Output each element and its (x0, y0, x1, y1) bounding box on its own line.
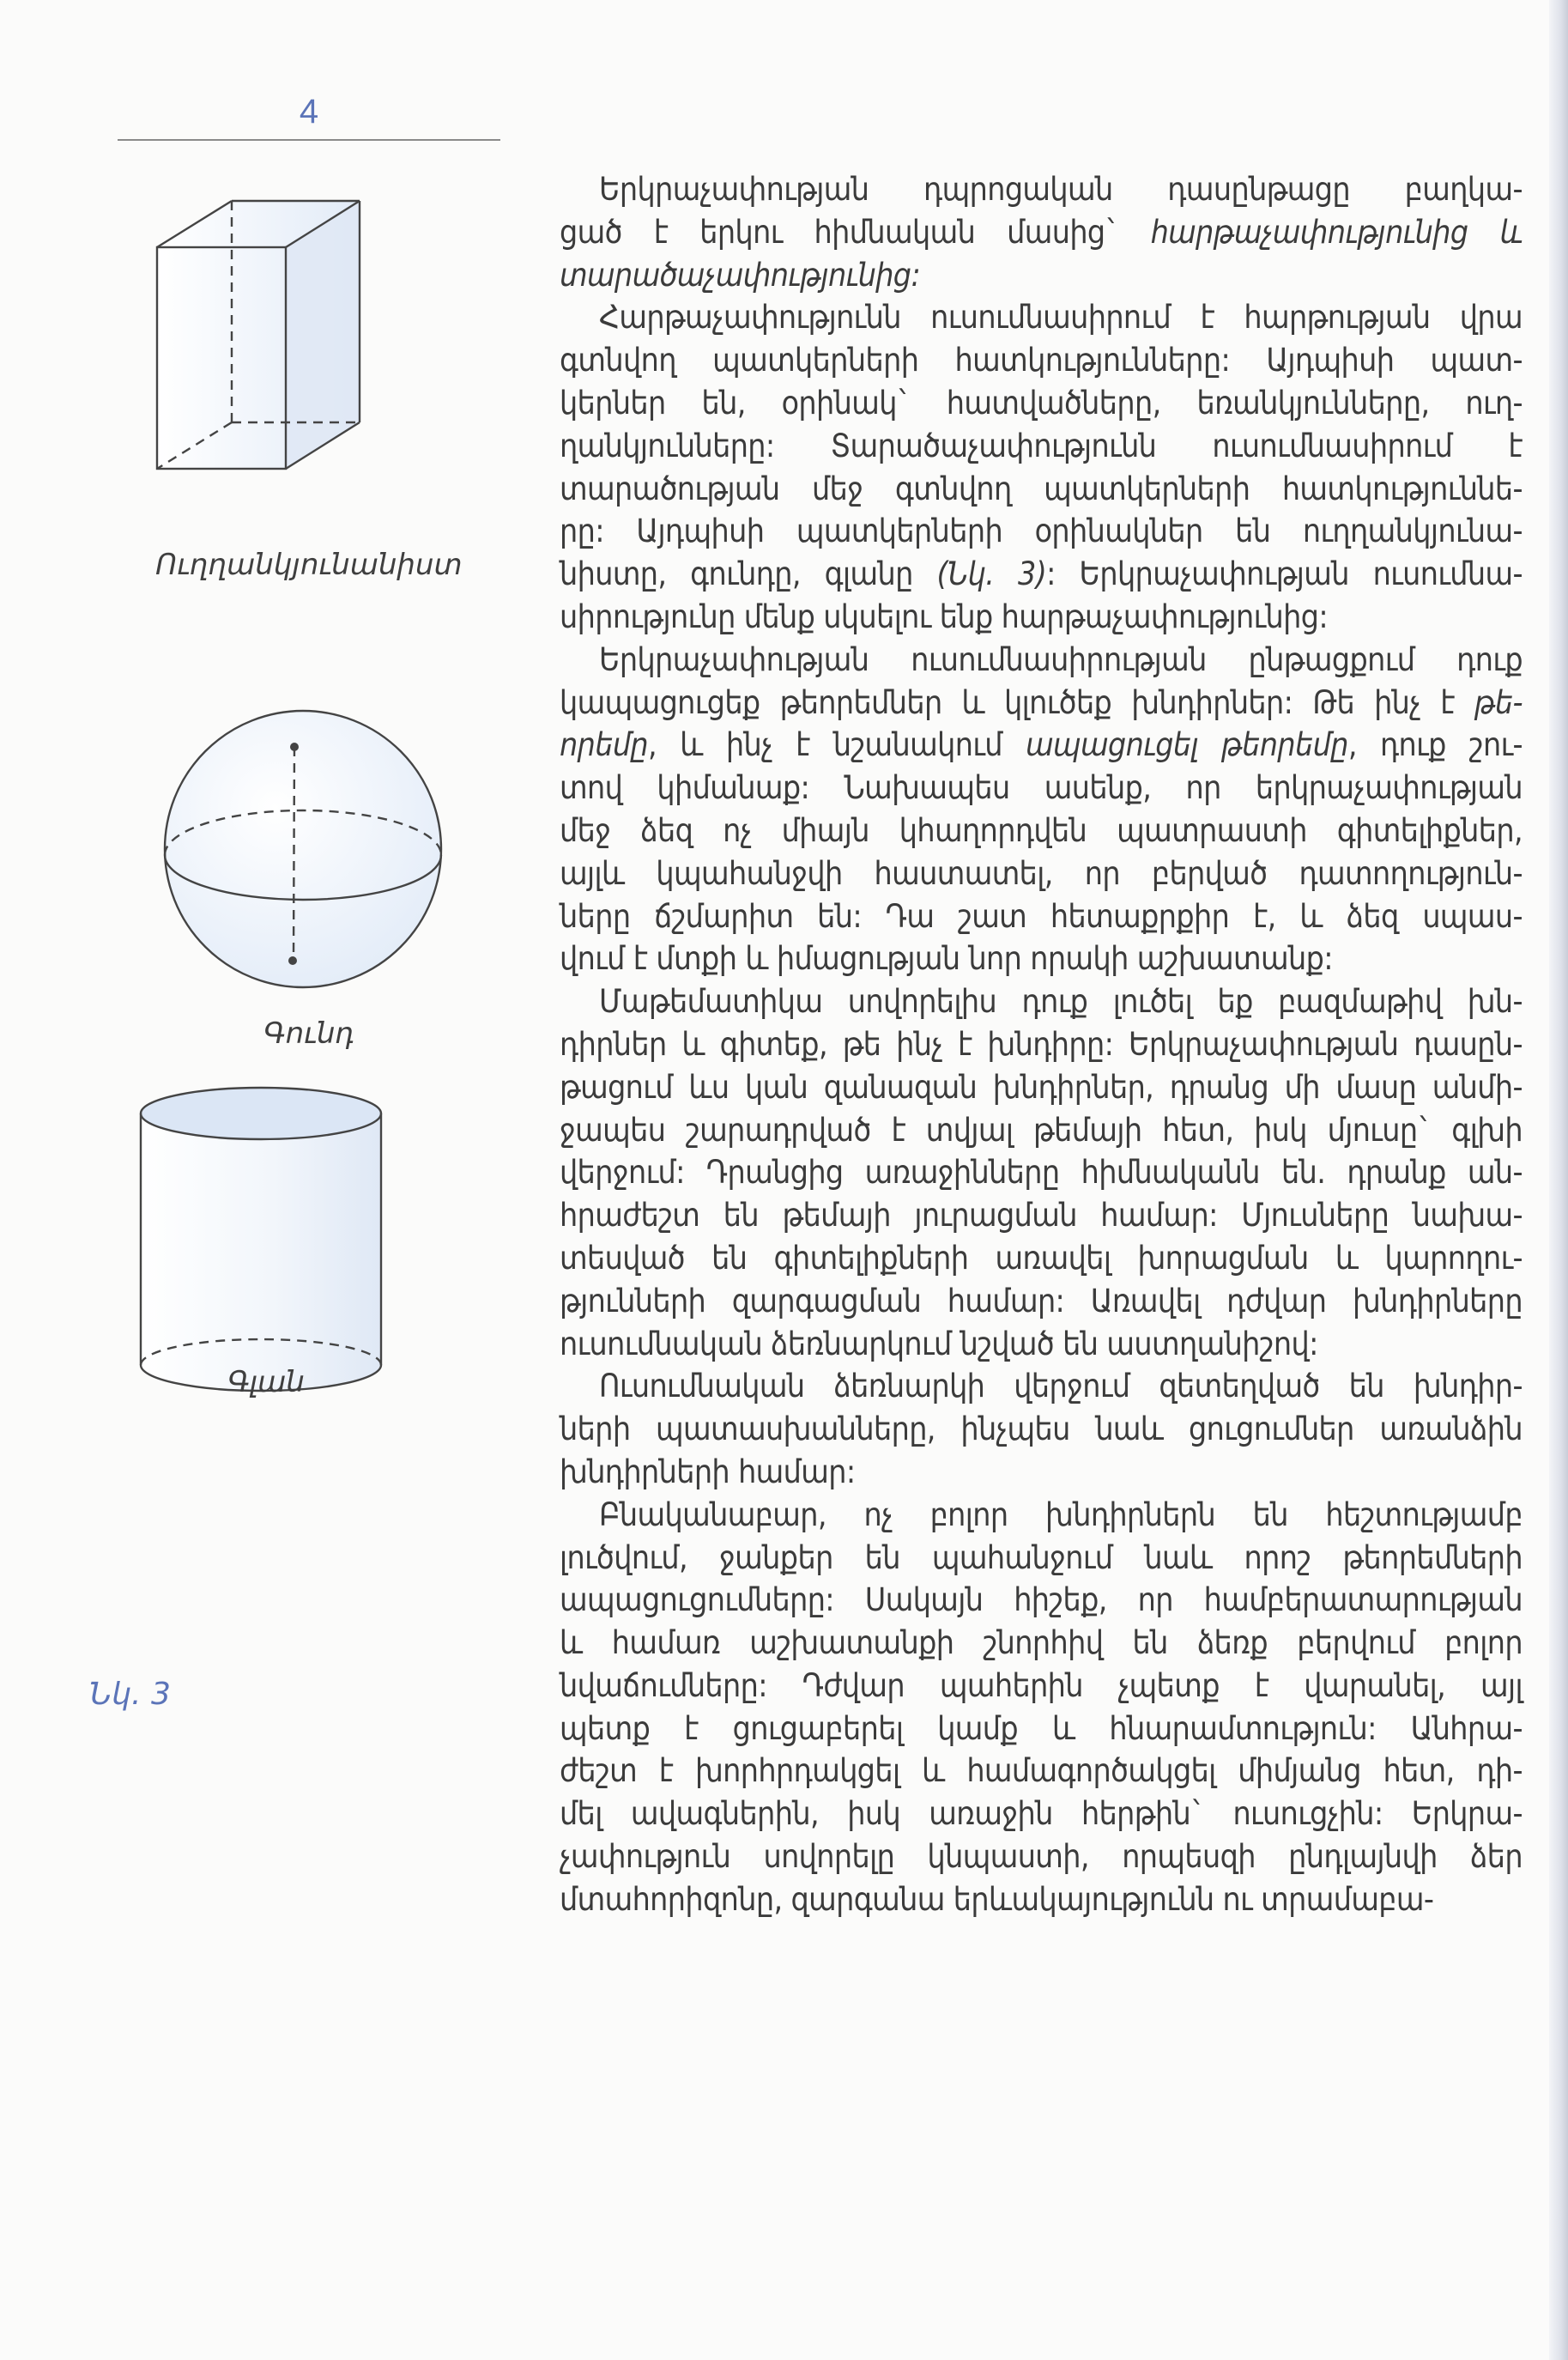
sphere-outline (165, 711, 441, 987)
text-line (560, 596, 1523, 639)
text-segment: ապացուցումները: Սակայն հիշեք, որ համբերատարության (560, 1580, 1523, 1619)
text-segment: վում է մտքի և իմացության նոր որակի աշխատանք: (560, 939, 1333, 978)
figure-label: Նկ. 3 (89, 1677, 171, 1712)
emphasized-text: որեմը (560, 725, 649, 764)
text-line (560, 425, 1523, 468)
text-segment: ցած է երկու հիմնական մասից` (560, 212, 1151, 251)
text-segment: Հարթաչափությունն ուսումնասիրում է հարթության վրա (599, 298, 1523, 337)
figure-sphere (163, 709, 455, 1001)
text-segment: լուծվում, ջանքեր են պահանջում նաև որոշ թեորեմների (560, 1538, 1523, 1576)
text-line (560, 510, 1523, 553)
body-text (560, 168, 1523, 1921)
text-segment: և համառ աշխատանքի շնորհիվ են ձեռք բերվում բոլոր (560, 1623, 1523, 1662)
text-segment: թյունների զարգացման համար: Առավել դժվար խնդիրները (560, 1281, 1523, 1320)
text-line (560, 1665, 1523, 1708)
text-segment: , դուք շու- (1347, 725, 1523, 764)
emphasized-text: (Նկ. 3) (936, 555, 1047, 593)
text-line (560, 211, 1523, 254)
text-segment: գտնվող պատկերների հատկությունները: Այդպիսի պատ- (560, 341, 1523, 379)
figure-caption-cuboid: Ուղղանկյունանիստ (155, 548, 463, 582)
text-line (560, 168, 1523, 211)
emphasized-text: տարածաչափությունից: (560, 255, 921, 294)
text-line (560, 1194, 1523, 1237)
text-line (560, 1451, 1523, 1494)
text-line (560, 810, 1523, 852)
text-line (560, 553, 1523, 596)
text-line (560, 382, 1523, 425)
text-segment: կերներ են, օրինակ` հատվածները, եռանկյունները, ուղ- (560, 383, 1523, 422)
text-line (560, 1579, 1523, 1622)
text-segment: դիրներ և գիտեք, թե ինչ է խնդիրը: Երկրաչափության դասըն- (560, 1024, 1523, 1063)
emphasized-text: ապացուցել թեորեմը (1026, 725, 1348, 764)
text-segment: Բնականաբար, ոչ բոլոր խնդիրներն են հեշտությամբ (599, 1495, 1523, 1533)
page-number: 4 (299, 93, 319, 130)
text-segment: տեսված են գիտելիքների առավել խորացման և կարողու- (560, 1238, 1523, 1277)
paragraph (560, 296, 1523, 638)
text-segment: թացում ևս կան զանազան խնդիրներ, դրանց մի մասը անմի- (560, 1067, 1523, 1106)
paragraph (560, 639, 1523, 980)
paragraph (560, 980, 1523, 1365)
text-line (560, 895, 1523, 938)
text-line (560, 254, 1523, 297)
paragraph (560, 1365, 1523, 1493)
figure-caption-cylinder: Գլան (227, 1365, 305, 1399)
text-segment: ջապես շարադրված է տվյալ թեմայի հետ, իսկ մյուսը` գլխի (560, 1110, 1523, 1149)
text-segment: Երկրաչափության դպրոցական դասընթացը բաղկա- (599, 170, 1523, 208)
text-line (560, 1023, 1523, 1066)
text-line (560, 1878, 1523, 1921)
text-line (560, 1280, 1523, 1323)
text-line (560, 682, 1523, 725)
text-segment: կապացուցեք թեորեմներ և կլուծեք խնդիրներ: Թե ինչ է (560, 683, 1474, 721)
text-segment: խնդիրների համար: (560, 1452, 856, 1490)
paragraph (560, 1494, 1523, 1921)
text-line (560, 296, 1523, 339)
text-segment: ների պատասխանները, ինչպես նաև ցուցումներ առանձին (560, 1410, 1523, 1448)
sphere-bottom-point (288, 956, 297, 965)
paragraph (560, 168, 1523, 296)
text-line (560, 1066, 1523, 1109)
text-segment: այլև կպահանջվի հաստատել, որ բերված դատողություն- (560, 853, 1523, 892)
cuboid-drawing (146, 197, 455, 524)
figure-caption-sphere: Գունդ (263, 1016, 355, 1051)
text-line (560, 852, 1523, 895)
text-line (560, 1622, 1523, 1665)
text-line (560, 639, 1523, 682)
text-segment: ժեշտ է խորհրդակցել և համագործակցել միմյանց հետ, դի- (560, 1751, 1523, 1790)
text-line (560, 1708, 1523, 1750)
text-segment: Մաթեմատիկա սովորելիս դուք լուծել եք բազմաթիվ խն- (599, 982, 1523, 1021)
text-line (560, 1494, 1523, 1537)
text-line (560, 767, 1523, 810)
text-segment: տարածության մեջ գտնվող պատկերների հատկություննե- (560, 469, 1523, 507)
text-segment: Ուսումնական ձեռնարկի վերջում զետեղված են խնդիր- (599, 1367, 1523, 1405)
text-line (560, 1151, 1523, 1194)
sphere-drawing (163, 709, 455, 1001)
sphere-top-point (290, 743, 299, 751)
text-segment: ները ճշմարիտ են: Դա շատ հետաքրքիր է, և ձեզ սպաս- (560, 896, 1523, 935)
text-segment: վերջում: Դրանցից առաջինները հիմնականն են. դրանք ան- (560, 1153, 1523, 1192)
text-segment: մել ավագներին, իսկ առաջին հերթին` ուսուցչին: Երկրա- (560, 1794, 1523, 1833)
text-line (560, 1793, 1523, 1835)
figure-cuboid (146, 197, 455, 524)
text-line (560, 980, 1523, 1023)
text-line (560, 1408, 1523, 1451)
header-rule (118, 139, 500, 141)
text-line (560, 1109, 1523, 1152)
text-line (560, 1835, 1523, 1878)
cylinder-body-fill (141, 1113, 381, 1391)
emphasized-text: թե- (1474, 683, 1523, 721)
text-segment: մեջ ձեզ ոչ միայն կհաղորդվեն պատրաստի գիտելիքներ, (560, 810, 1523, 849)
text-line (560, 468, 1523, 511)
text-line (560, 1537, 1523, 1580)
text-line (560, 1365, 1523, 1408)
text-segment: չափություն սովորելը կնպաստի, որպեսզի ընդլայնվի ձեր (560, 1837, 1523, 1876)
text-segment: րը: Այդպիսի պատկերների օրինակներ են ուղղանկյունա- (560, 512, 1523, 550)
text-segment: սիրությունը մենք սկսելու ենք հարթաչափությունից: (560, 597, 1329, 635)
text-line (560, 339, 1523, 382)
page-edge (1549, 0, 1568, 2360)
text-segment: մտահորիզոնը, զարգանա երևակայությունն ու տրամաբա- (560, 1879, 1434, 1918)
text-segment: տով կիմանաք: Նախապես ասենք, որ երկրաչափության (560, 768, 1523, 807)
cylinder-top (141, 1088, 381, 1139)
text-line (560, 1323, 1523, 1366)
text-segment: նիստը, գունդը, գլանը (560, 555, 937, 593)
text-line (560, 724, 1523, 767)
emphasized-text: հարթաչափությունից և (1150, 212, 1523, 251)
text-segment: նվաճումները: Դժվար պահերին չպետք է վարանել, այլ (560, 1665, 1523, 1704)
text-segment: հրաժեշտ են թեմայի յուրացման համար: Մյուսները նախա- (560, 1196, 1523, 1235)
text-segment: Երկրաչափության ուսումնասիրության ընթացքում դուք (599, 640, 1523, 678)
text-segment: , և ինչ է նշանակում (648, 725, 1026, 764)
text-line (560, 1237, 1523, 1280)
text-segment: պետք է ցուցաբերել կամք և հնարամտություն: Անհրա- (560, 1708, 1523, 1747)
text-line (560, 1750, 1523, 1793)
text-segment: ուսումնական ձեռնարկում նշված են աստղանիշով: (560, 1324, 1318, 1362)
text-segment: ղանկյունները: Տարածաչափությունն ուսումնասիրում է (560, 426, 1523, 464)
text-segment: : Երկրաչափության ուսումնա- (1046, 555, 1523, 593)
text-line (560, 937, 1523, 980)
